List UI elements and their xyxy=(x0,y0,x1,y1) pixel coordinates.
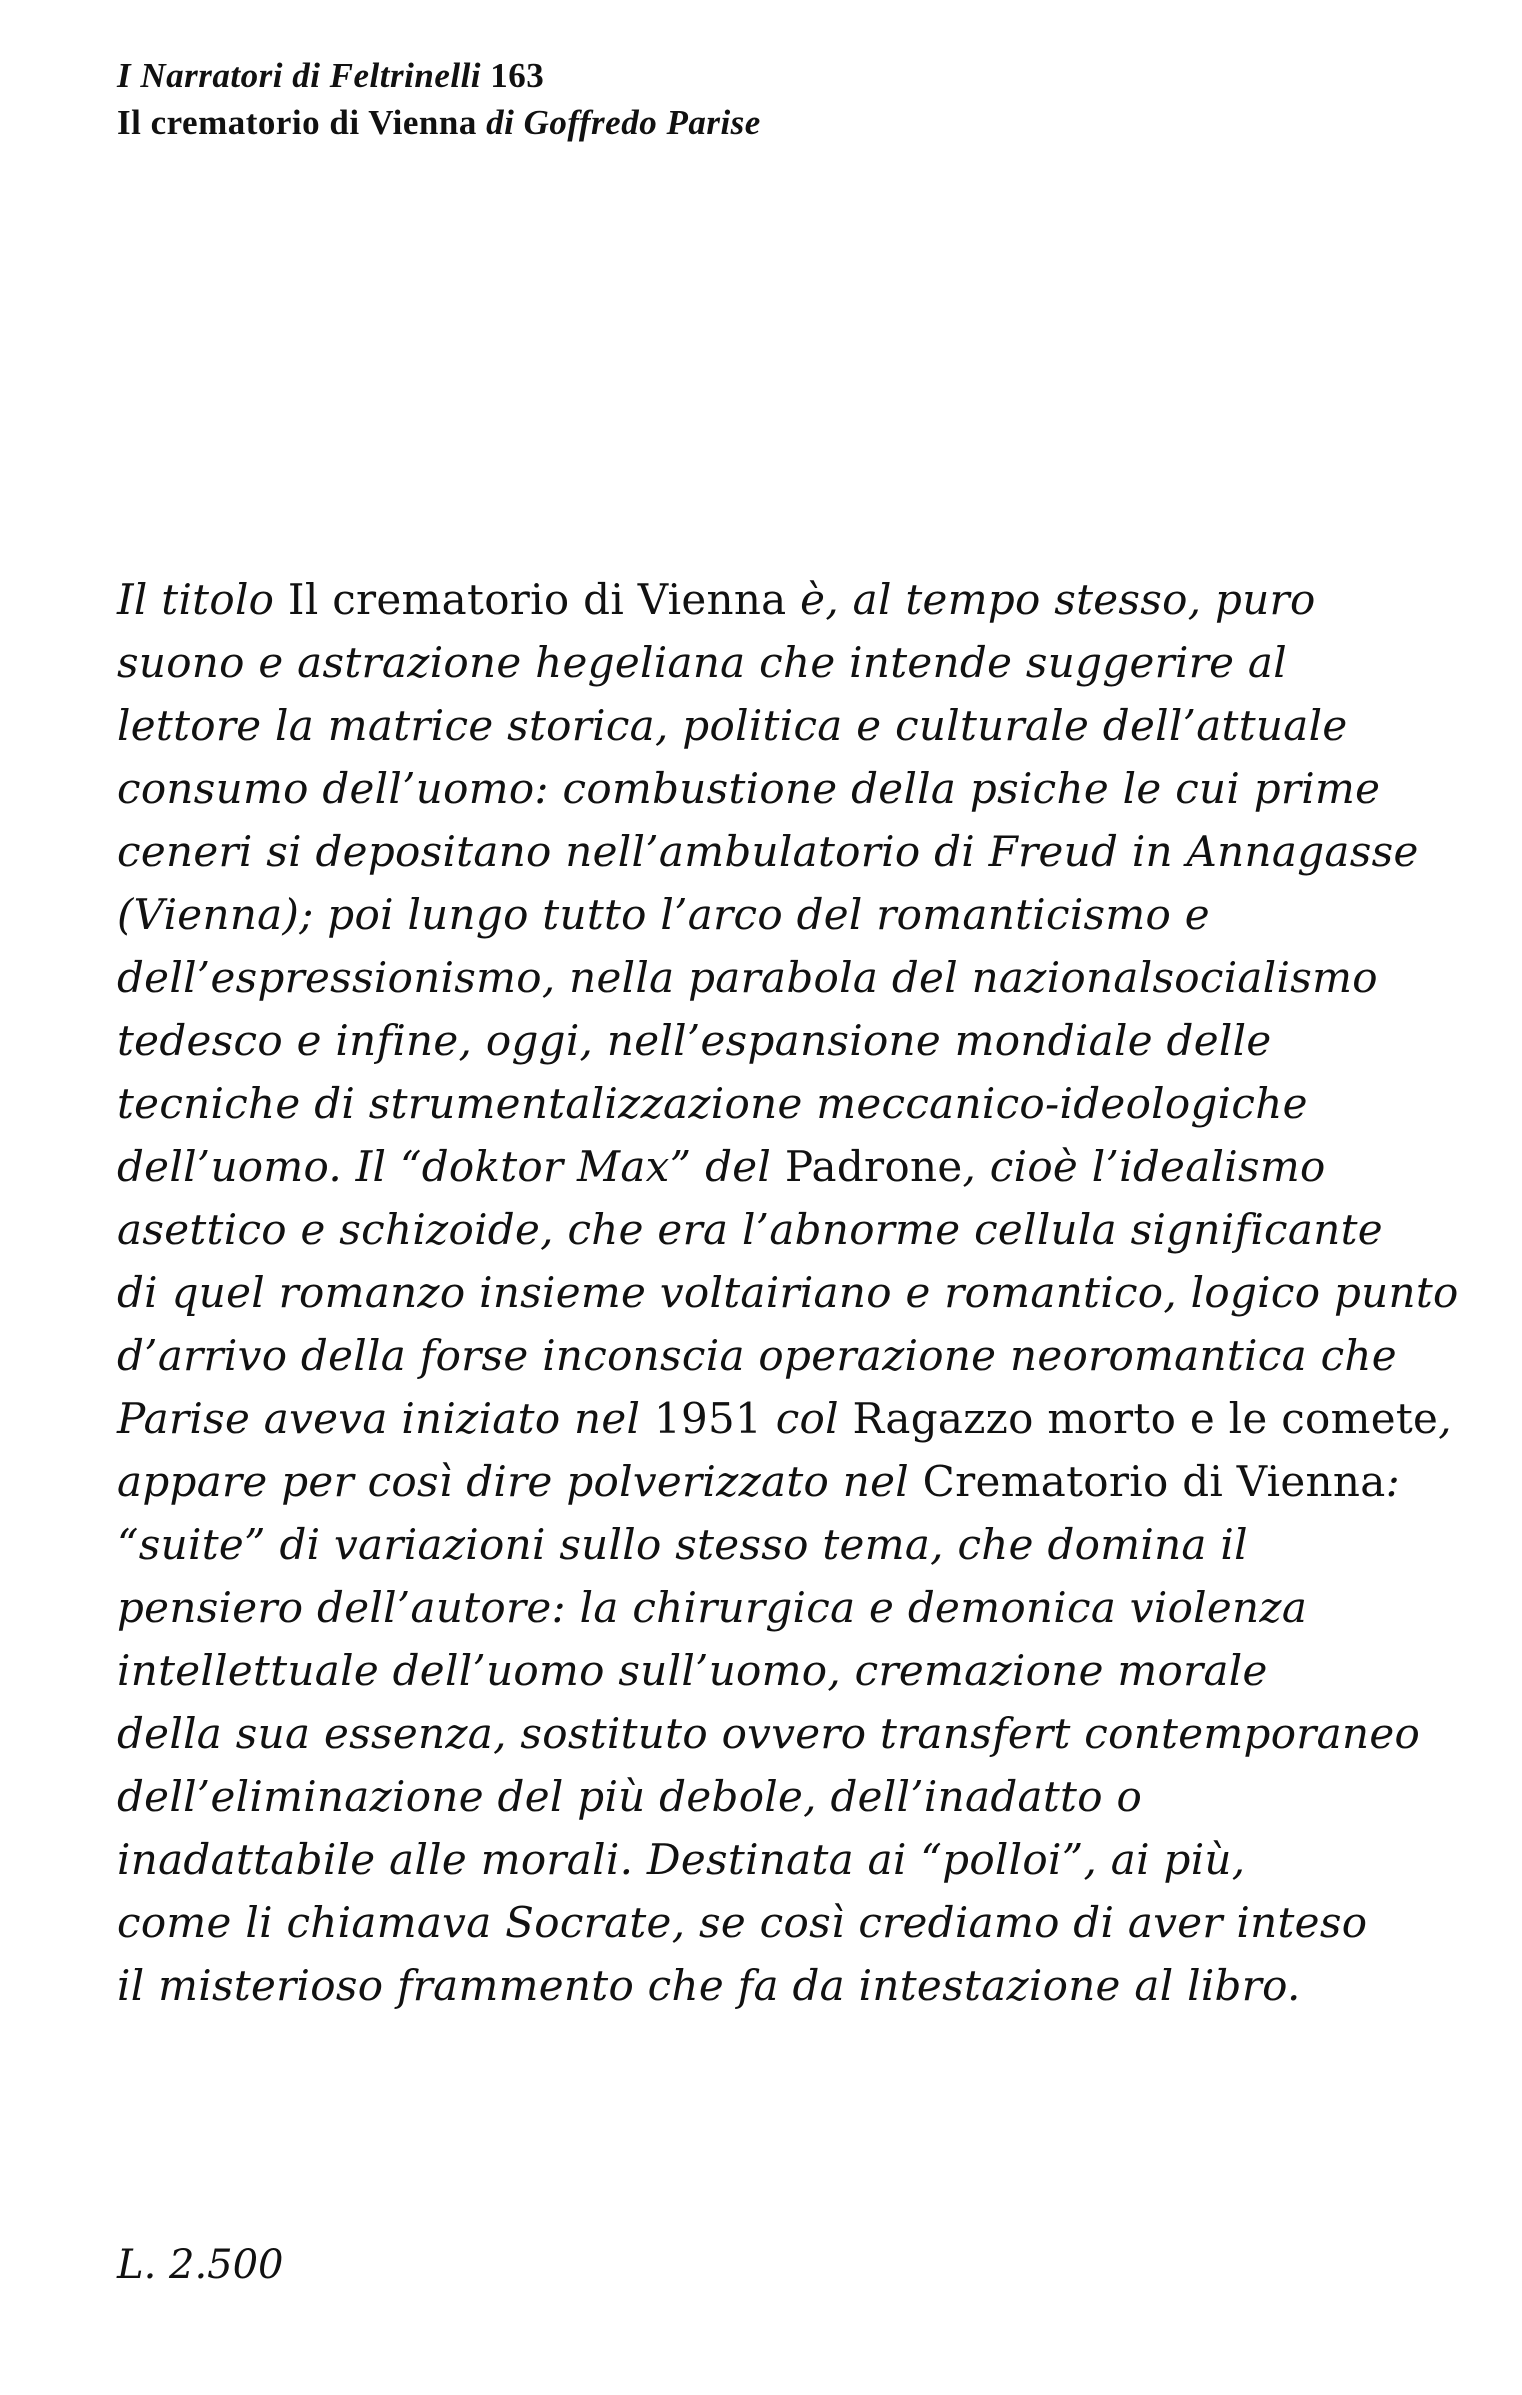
blurb-title-ref: Padrone xyxy=(784,1142,963,1191)
author-name: Goffredo Parise xyxy=(523,103,761,142)
blurb-line xyxy=(117,820,1427,883)
blurb-title-ref: Crematorio di Vienna xyxy=(922,1457,1386,1506)
blurb-line xyxy=(117,568,1427,631)
blurb-segment: , cioè l’idealismo xyxy=(962,1142,1326,1191)
blurb-line xyxy=(117,1828,1427,1891)
blurb-segment: , xyxy=(1438,1394,1452,1443)
blurb-line xyxy=(117,1387,1452,1450)
blurb-segment: tecniche di strumentalizzazione meccanico-ideologiche xyxy=(117,1079,1308,1128)
blurb-segment: di quel romanzo insieme voltairiano e romantico, logico punto xyxy=(117,1268,1459,1317)
blurb-line xyxy=(117,1072,1427,1135)
book-line xyxy=(117,99,1417,146)
blurb-segment: intellettuale dell’uomo sull’uomo, cremazione morale xyxy=(117,1646,1268,1695)
blurb-line xyxy=(117,1639,1427,1702)
blurb-line xyxy=(117,631,1427,694)
blurb-segment: pensiero dell’autore: la chirurgica e demonica violenza xyxy=(117,1583,1308,1632)
series-number: 163 xyxy=(490,56,545,95)
series-line xyxy=(117,52,1417,99)
blurb-line xyxy=(117,1954,1427,2017)
blurb-line xyxy=(117,1450,1427,1513)
blurb-segment: inadattabile alle morali. Destinata ai “polloi”, ai più, xyxy=(117,1835,1246,1884)
blurb-segment: asettico e schizoide, che era l’abnorme cellula significante xyxy=(117,1205,1383,1254)
blurb-title-ref: Ragazzo morto e le comete xyxy=(852,1394,1439,1443)
blurb-line xyxy=(117,1765,1427,1828)
blurb-segment: consumo dell’uomo: combustione della psiche le cui prime xyxy=(117,764,1381,813)
blurb-segment: della sua essenza, sostituto ovvero transfert contemporaneo xyxy=(117,1709,1421,1758)
blurb-segment: come li chiamava Socrate, se così crediamo di aver inteso xyxy=(117,1898,1368,1947)
blurb-line xyxy=(117,757,1427,820)
blurb-line xyxy=(117,1135,1427,1198)
blurb-segment: d’arrivo della forse inconscia operazione neoromantica che xyxy=(117,1331,1397,1380)
blurb-segment: col xyxy=(762,1394,853,1443)
series-header xyxy=(117,52,1417,146)
blurb-segment: appare per così dire polverizzato nel xyxy=(117,1457,923,1506)
blurb-title-ref: 1951 xyxy=(653,1394,763,1443)
blurb-line xyxy=(117,1324,1427,1387)
blurb-segment: dell’eliminazione del più debole, dell’inadatto o xyxy=(117,1772,1143,1821)
blurb-segment: dell’espressionismo, nella parabola del nazionalsocialismo xyxy=(117,953,1378,1002)
blurb-segment: (Vienna); poi lungo tutto l’arco del romanticismo e xyxy=(117,890,1210,939)
blurb-line xyxy=(117,1513,1427,1576)
blurb-line xyxy=(117,694,1427,757)
blurb-line xyxy=(117,946,1427,1009)
blurb-line xyxy=(117,883,1427,946)
blurb-segment: è, al tempo stesso, puro xyxy=(786,575,1316,624)
by-word: di xyxy=(486,103,515,142)
blurb-segment: ceneri si depositano nell’ambulatorio di Freud in Annagasse xyxy=(117,827,1419,876)
blurb-segment: : xyxy=(1385,1457,1401,1506)
blurb-segment: suono e astrazione hegeliana che intende suggerire al xyxy=(117,638,1287,687)
blurb-segment: Parise aveva iniziato nel xyxy=(117,1394,654,1443)
blurb-line xyxy=(117,1576,1427,1639)
blurb-text xyxy=(117,568,1459,2017)
blurb-segment: “suite” di variazioni sullo stesso tema, che domina il xyxy=(117,1520,1248,1569)
blurb-line xyxy=(117,1261,1459,1324)
blurb-line xyxy=(117,1198,1427,1261)
price-label: L. 2.500 xyxy=(117,2242,284,2288)
blurb-line xyxy=(117,1009,1427,1072)
blurb-segment: dell’uomo. Il “doktor Max” del xyxy=(117,1142,785,1191)
book-title: Il crematorio di Vienna xyxy=(117,103,477,142)
blurb-segment: il misterioso frammento che fa da intestazione al libro. xyxy=(117,1961,1301,2010)
blurb-line xyxy=(117,1702,1427,1765)
series-title: I Narratori di Feltrinelli xyxy=(117,56,482,95)
blurb-line xyxy=(117,1891,1427,1954)
blurb-segment: tedesco e infine, oggi, nell’espansione mondiale delle xyxy=(117,1016,1272,1065)
blurb-title-ref: Il crematorio di Vienna xyxy=(287,575,787,624)
blurb-segment: lettore la matrice storica, politica e culturale dell’attuale xyxy=(117,701,1348,750)
blurb-segment: Il titolo xyxy=(117,575,288,624)
